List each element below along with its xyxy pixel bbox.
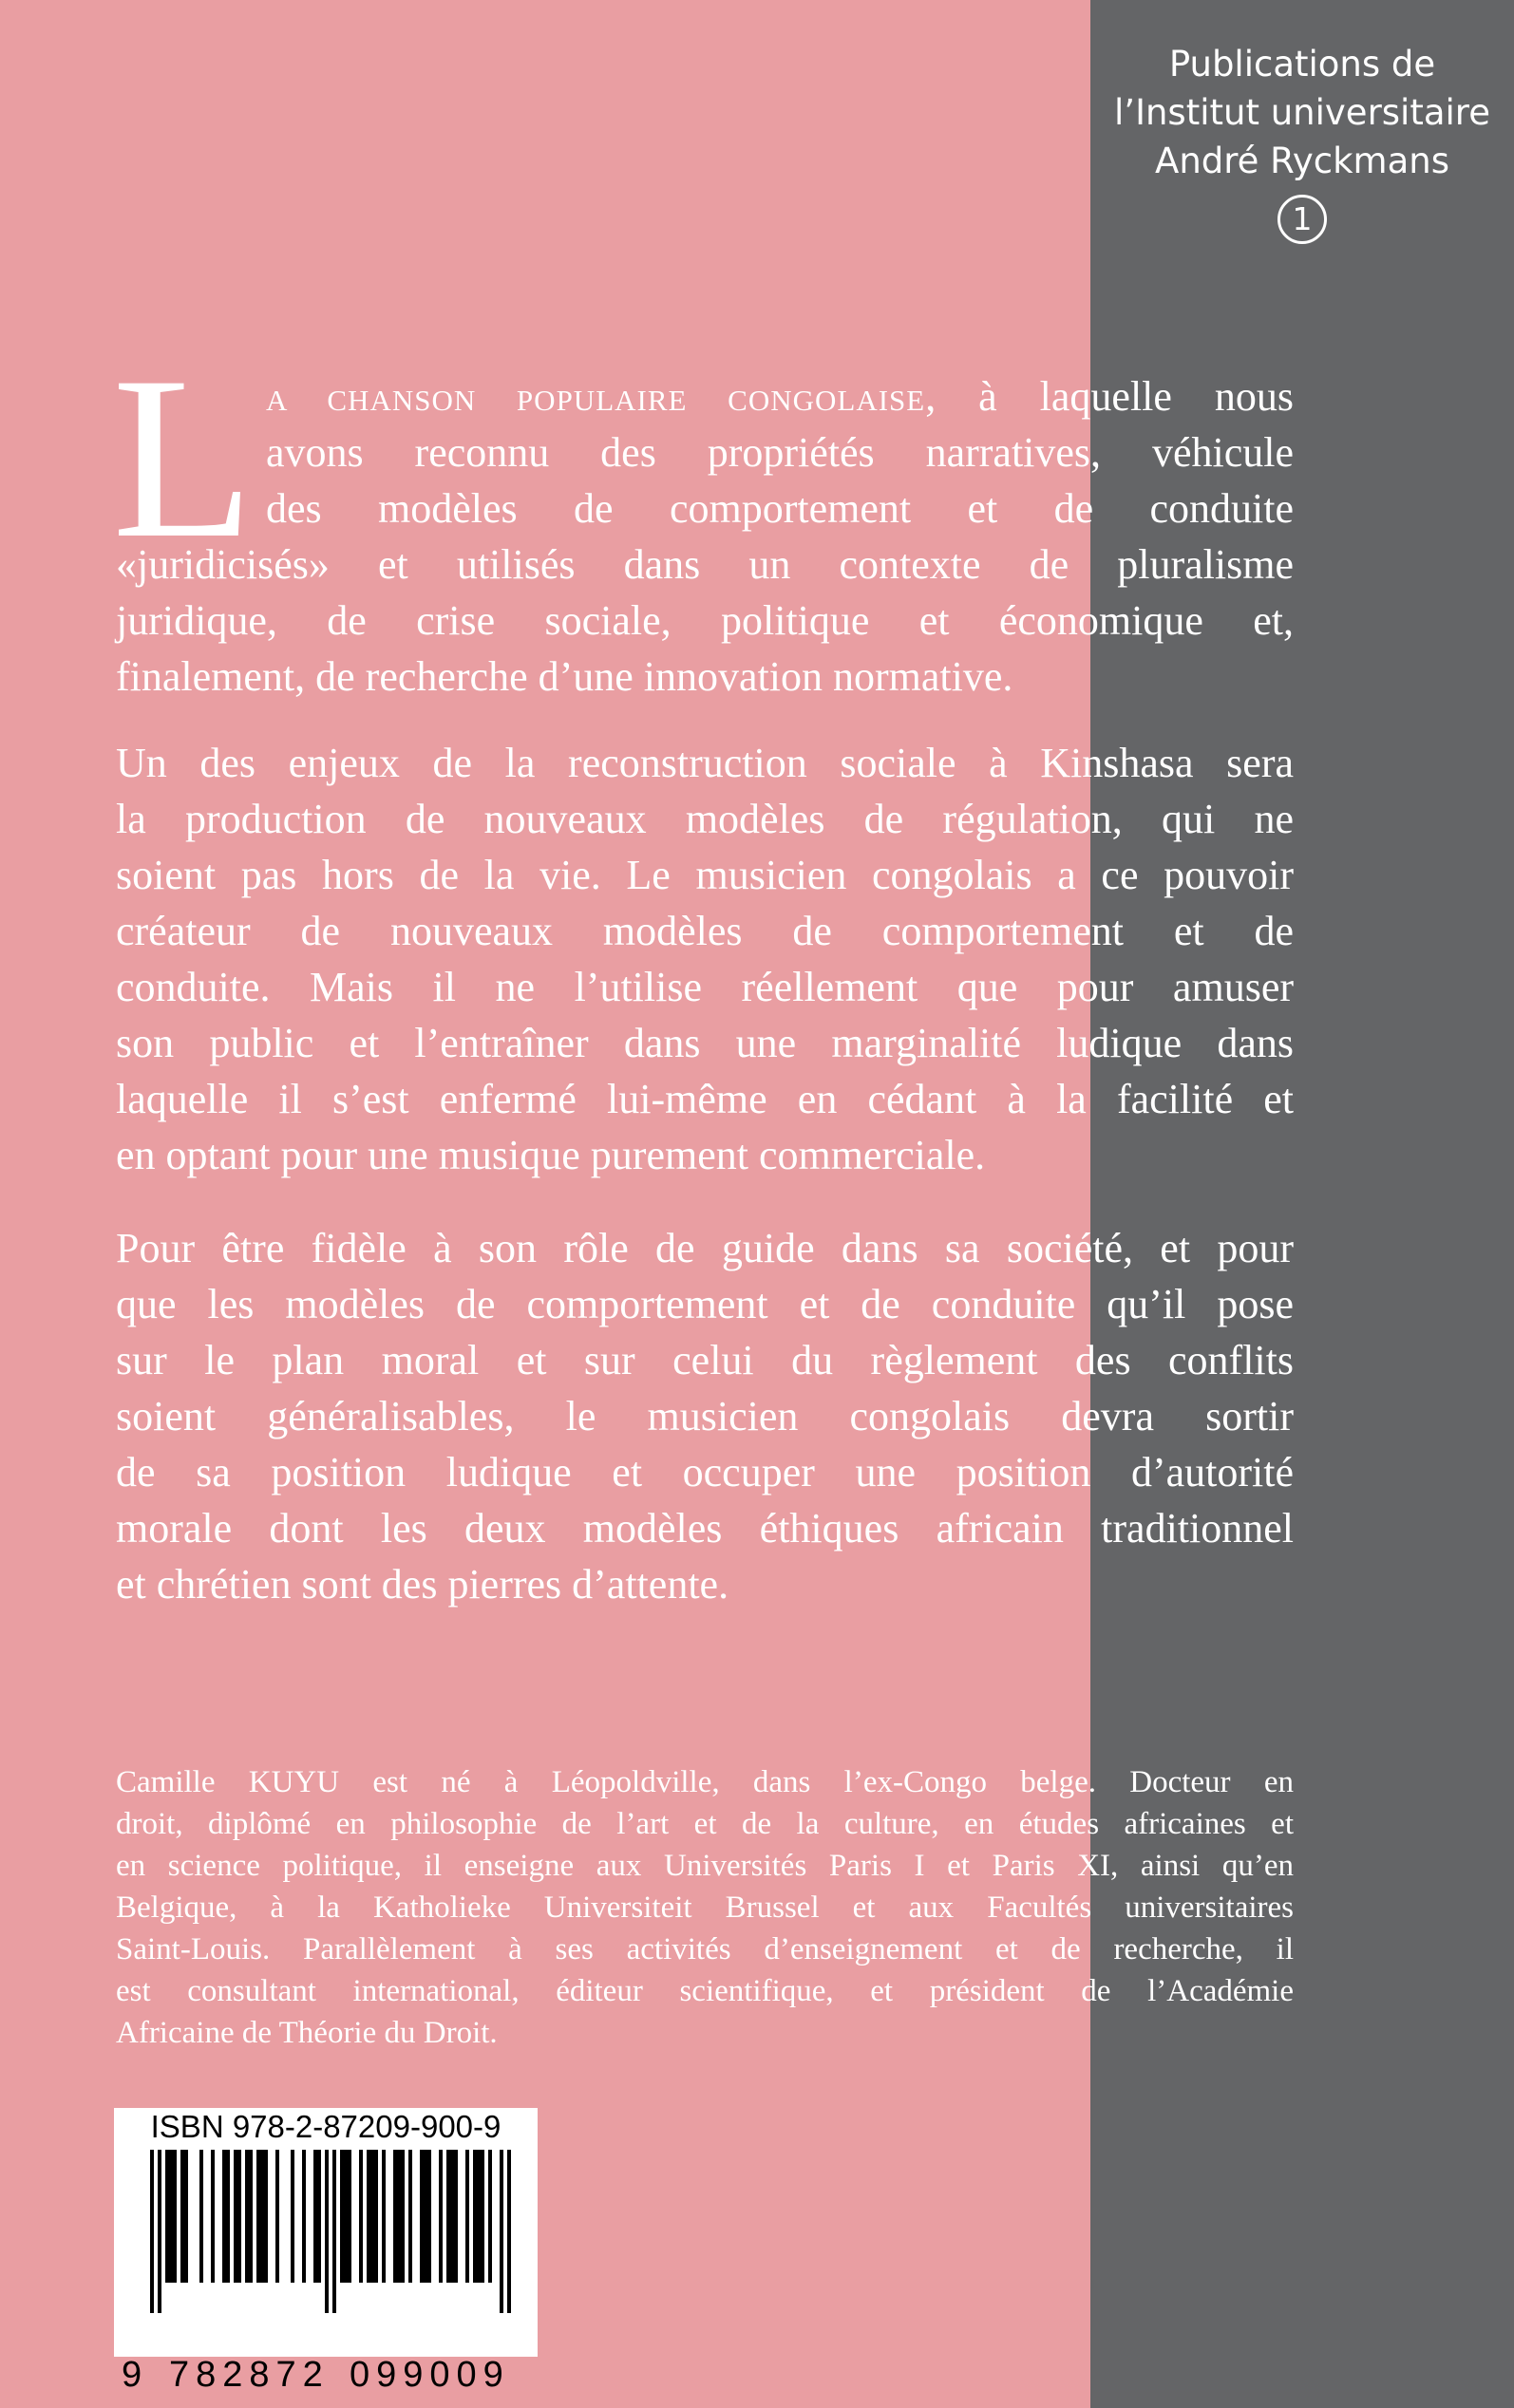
barcode-bar (169, 2150, 173, 2283)
line-rest: , à laquelle nous (925, 373, 1294, 420)
barcode-bar (325, 2150, 329, 2313)
barcode-bar (158, 2150, 161, 2313)
barcode-bar (374, 2150, 378, 2283)
bio-line: Africaine de Théorie du Droit. (116, 2016, 498, 2050)
barcode-bar (165, 2150, 169, 2283)
text-line: la production de nouveaux modèles de régulation, qui ne (116, 796, 1294, 842)
text-line: soient pas hors de la vie. Le musicien congolais a ce pouvoir (116, 852, 1294, 898)
text-line: «juridicisés» et utilisés dans un contexte de pluralisme (116, 541, 1294, 588)
barcode-bar (222, 2150, 226, 2283)
barcode-bar (465, 2150, 469, 2283)
text-line: sur le plan moral et sur celui du règlement des conflits (116, 1337, 1294, 1383)
isbn-barcode (114, 2108, 538, 2395)
barcode-bar (450, 2150, 454, 2283)
barcode-bar (340, 2150, 344, 2283)
ean-right-group: 099009 (350, 2355, 510, 2395)
ean-lead-digit: 9 (122, 2355, 142, 2395)
barcode-bar (393, 2150, 397, 2283)
bio-line: est consultant international, éditeur scientifique, et président de l’Académie (116, 1974, 1294, 2008)
barcode-bar (264, 2150, 268, 2283)
barcode-bar (173, 2150, 177, 2283)
barcode-bar (291, 2150, 294, 2283)
barcode-bar (367, 2150, 370, 2283)
text-line: de sa position ludique et occuper une position d’autorité (116, 1449, 1294, 1496)
barcode-bar (408, 2150, 412, 2283)
barcode-bar (370, 2150, 374, 2283)
text-line: finalement, de recherche d’une innovation normative. (116, 653, 1013, 700)
smallcaps-lead: A CHANSON POPULAIRE CONGOLAISE (266, 384, 926, 417)
barcode-bar (150, 2150, 154, 2313)
barcode-bar (427, 2150, 431, 2283)
author-bio (116, 1761, 1294, 2054)
bio-line: Belgique, à la Katholieke Universiteit Brussel et aux Facultés universitaires (116, 1891, 1294, 1925)
text-line: et chrétien sont des pierres d’attente. (116, 1561, 729, 1608)
barcode-bar (302, 2150, 306, 2283)
text-line: conduite. Mais il ne l’utilise réellement que pour amuser (116, 964, 1294, 1010)
text-line: des modèles de comportement et de conduite (266, 485, 1294, 532)
barcode-bar (488, 2150, 492, 2283)
barcode-bar (199, 2150, 203, 2283)
paragraph-conclusion (116, 1220, 1294, 1612)
ean-left-group: 782872 (169, 2355, 330, 2395)
barcode-bar (473, 2150, 477, 2283)
barcode-bar (249, 2150, 253, 2283)
text-line: juridique, de crise sociale, politique et économique et, (116, 597, 1294, 644)
barcode-bar (446, 2150, 450, 2283)
barcode-bar (234, 2150, 237, 2283)
bio-line: droit, diplômé en philosophie de l’art et de la culture, en études africaines et (116, 1807, 1294, 1841)
series-line: André Ryckmans (1155, 141, 1449, 181)
barcode-bar (439, 2150, 443, 2283)
barcode-bar (332, 2150, 336, 2313)
text-line: créateur de nouveaux modèles de comportement et de (116, 908, 1294, 954)
barcode-bar (420, 2150, 424, 2283)
barcode-bars (114, 2150, 538, 2317)
text-line: que les modèles de comportement et de conduite qu’il pose (116, 1281, 1294, 1327)
barcode-bar (245, 2150, 249, 2283)
text-line: soient généralisables, le musicien congolais devra sortir (116, 1393, 1294, 1439)
barcode-bar (275, 2150, 279, 2283)
barcode-bar (454, 2150, 458, 2283)
text-line (266, 368, 1294, 424)
text-line: laquelle il s’est enfermé lui-même en cédant à la facilité et (116, 1076, 1294, 1122)
barcode-bar (226, 2150, 230, 2283)
barcode-bar (180, 2150, 184, 2283)
barcode-bar (348, 2150, 351, 2283)
text-line: en optant pour une musique purement commerciale. (116, 1132, 986, 1178)
text-line: Un des enjeux de la reconstruction sociale à Kinshasa sera (116, 740, 1294, 786)
barcode-bar (477, 2150, 481, 2283)
barcode-bar (359, 2150, 363, 2283)
bio-line: Camille KUYU est né à Léopoldville, dans l’ex-Congo belge. Docteur en (116, 1765, 1294, 1799)
bio-line: en science politique, il enseigne aux Universités Paris I et Paris XI, ainsi qu’en (116, 1849, 1294, 1883)
barcode-bar (317, 2150, 321, 2283)
text-line: son public et l’entraîner dans une marginalité ludique dans (116, 1020, 1294, 1066)
barcode-bar (424, 2150, 427, 2283)
series-info (1090, 40, 1514, 244)
barcode-bar (382, 2150, 386, 2283)
text-line: Pour être fidèle à son rôle de guide dans sa société, et pour (116, 1225, 1294, 1271)
text-line: avons reconnu des propriétés narratives, véhicule (266, 429, 1294, 476)
text-line: morale dont les deux modèles éthiques africain traditionnel (116, 1505, 1294, 1552)
barcode-bar (500, 2150, 503, 2313)
barcode-bar (211, 2150, 215, 2283)
barcode-bar (184, 2150, 188, 2283)
barcode-bar (344, 2150, 348, 2283)
series-line: Publications de (1168, 44, 1436, 85)
drop-cap: L (112, 329, 255, 586)
barcode-bar (260, 2150, 264, 2283)
barcode-bar (256, 2150, 260, 2283)
barcode-bar (397, 2150, 401, 2283)
isbn-label: ISBN 978-2-87209-900-9 (150, 2109, 502, 2144)
barcode-bar (507, 2150, 511, 2313)
paragraph-intro (116, 368, 1294, 705)
series-line: l’Institut universitaire (1114, 92, 1490, 133)
volume-number-badge: 1 (1277, 195, 1327, 244)
barcode-bar (481, 2150, 484, 2283)
bio-line: Saint-Louis. Parallèlement à ses activités d’enseignement et de recherche, il (116, 1932, 1294, 1966)
barcode-bar (237, 2150, 241, 2283)
barcode-bar (401, 2150, 405, 2283)
barcode-bar (313, 2150, 317, 2283)
paragraph-reconstruction (116, 735, 1294, 1183)
